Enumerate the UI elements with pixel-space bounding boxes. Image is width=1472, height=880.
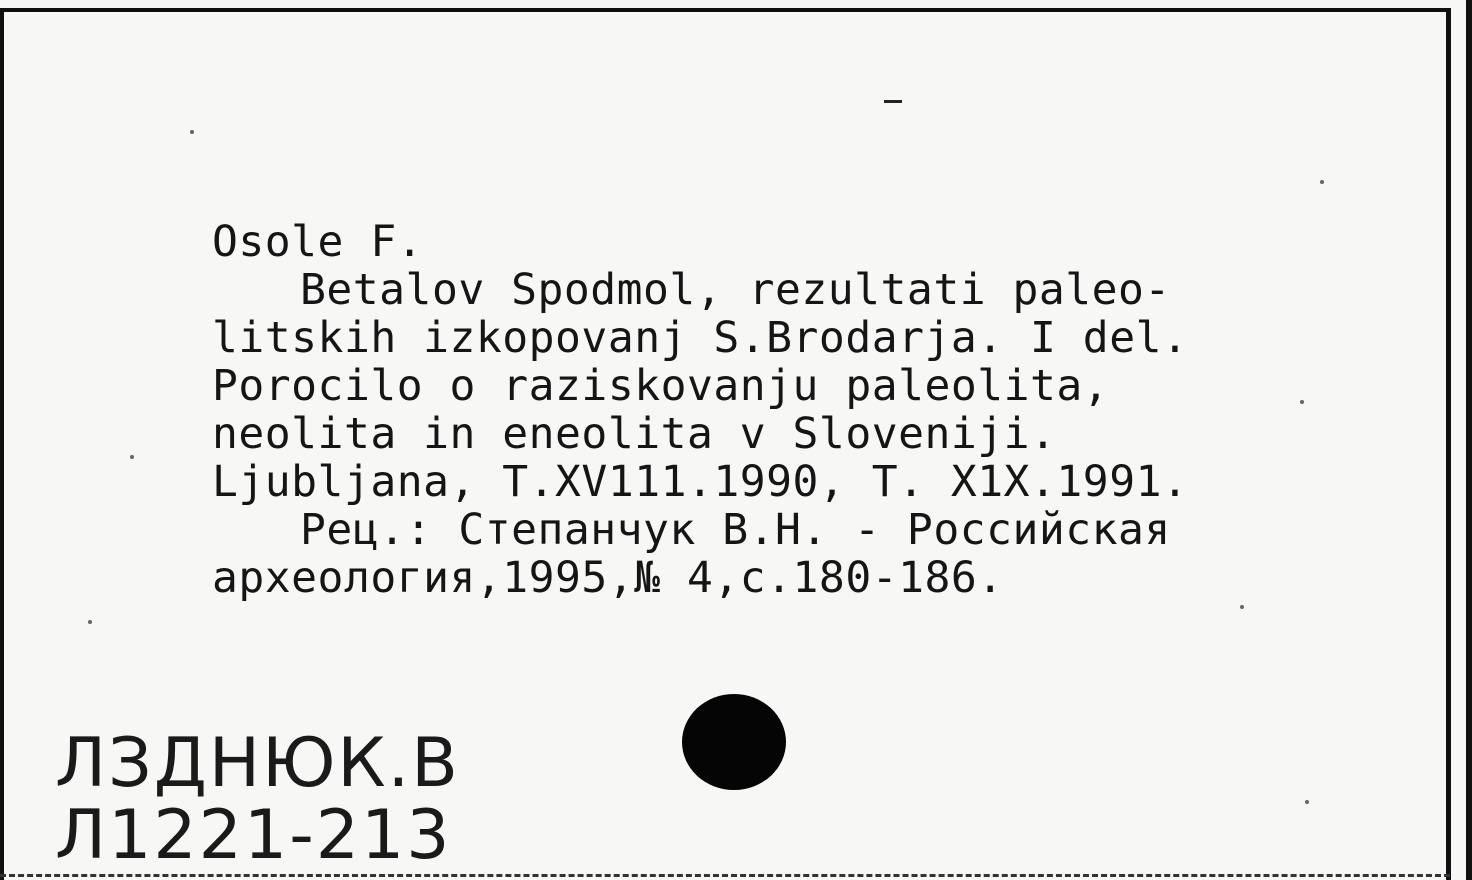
speck xyxy=(1240,605,1244,609)
shelfmark-line-1: ЛЗДНЮК.В xyxy=(55,724,460,803)
speck xyxy=(88,620,92,624)
card-border-top xyxy=(0,8,1450,12)
bibliographic-entry xyxy=(212,218,1392,602)
shelfmark xyxy=(55,724,460,875)
entry-title-line-3: Porocilo o raziskovanju paleolita, xyxy=(212,361,1110,411)
card-border-left xyxy=(0,8,4,880)
entry-author: Osole F. xyxy=(212,217,424,267)
entry-title-line-2: litskih izkopovanj S.Brodarja. I del. xyxy=(212,313,1189,363)
card-edge-right xyxy=(1466,0,1472,880)
shelfmark-line-2: Л1221-213 xyxy=(55,796,452,875)
speck xyxy=(1305,800,1309,804)
card-border-right xyxy=(1446,8,1451,880)
punch-hole xyxy=(682,694,786,790)
entry-title-line-1: Betalov Spodmol, rezultati paleo- xyxy=(300,265,1171,315)
speck xyxy=(130,455,134,459)
speck xyxy=(1320,180,1324,184)
speck xyxy=(1300,400,1304,404)
entry-review-line-1: Рец.: Степанчук В.Н. - Российская xyxy=(300,505,1171,555)
speck xyxy=(190,130,194,134)
entry-publication: Ljubljana, T.XV111.1990, T. X1X.1991. xyxy=(212,457,1189,507)
dash-mark xyxy=(884,100,902,103)
entry-review-line-2: археология,1995,№ 4,с.180-186. xyxy=(212,553,1004,603)
entry-title-line-4: neolita in eneolita v Sloveniji. xyxy=(212,409,1057,459)
